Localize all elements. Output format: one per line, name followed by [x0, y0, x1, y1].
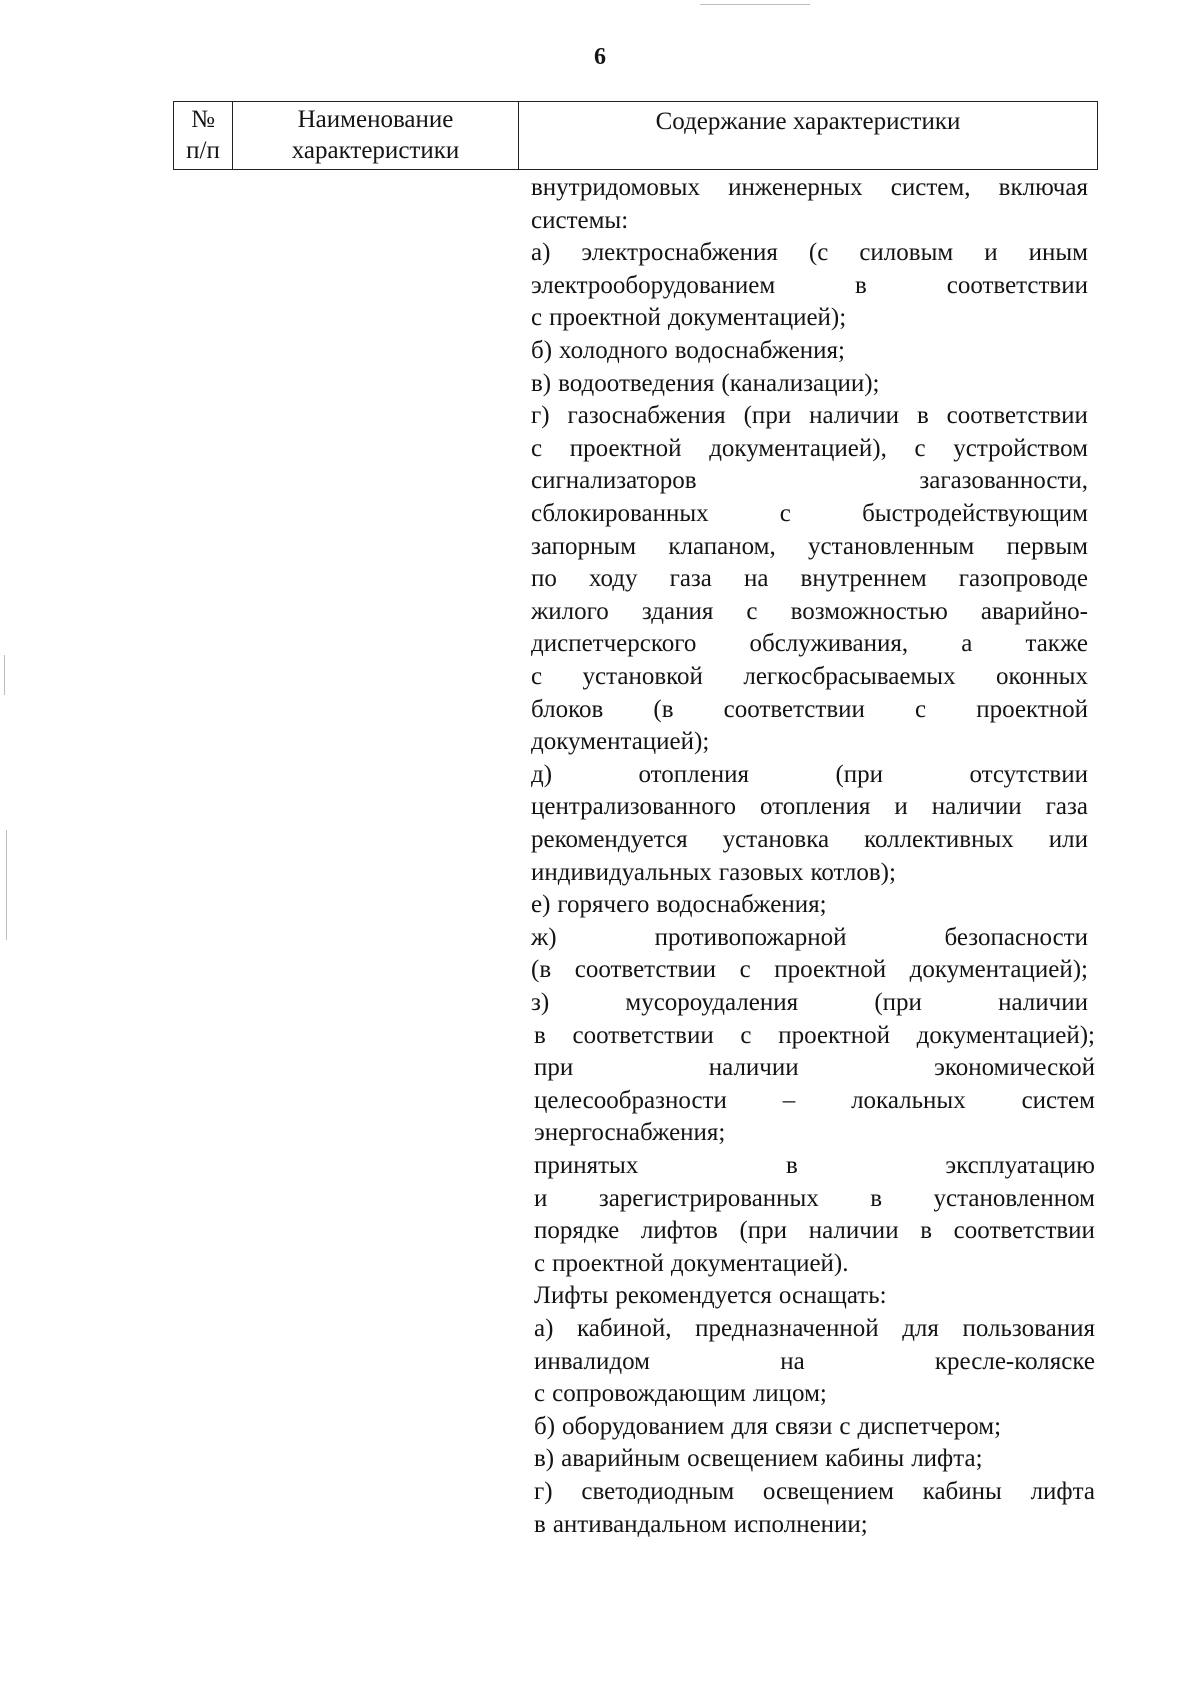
content-line: принятых в эксплуатацию	[534, 1152, 1095, 1179]
scan-artifact	[4, 655, 5, 695]
column-number-header	[174, 102, 233, 169]
content-line: внутридомовых инженерных систем, включая	[531, 174, 1088, 201]
content-line: рекомендуется установка коллективных или	[531, 826, 1088, 853]
content-line: документацией);	[531, 728, 710, 756]
column-name-header	[233, 102, 519, 169]
column-content-header-label: Содержание характеристики	[655, 108, 961, 135]
content-line: а) электроснабжения (с силовым и иным	[531, 239, 1088, 267]
content-line: системы:	[531, 206, 629, 234]
content-line: з) мусороудаления (при наличии	[531, 989, 1088, 1016]
content-line: инвалидом на кресле-коляске	[534, 1347, 1095, 1375]
content-line: по ходу газа на внутреннем газопроводе	[531, 565, 1088, 593]
content-line: г) светодиодным освещением кабины лифта	[534, 1478, 1095, 1505]
page-number: 6	[594, 44, 606, 70]
column-number-header-line-2: п/п	[186, 137, 220, 164]
column-number-header-line-1: №	[191, 106, 215, 133]
column-content-header	[519, 102, 1097, 169]
content-line: с проектной документацией);	[531, 304, 847, 332]
content-line: целесообразности – локальных систем	[534, 1086, 1095, 1114]
content-line: с проектной документацией), с устройством	[531, 434, 1088, 462]
content-line: централизованного отопления и наличии газа	[531, 793, 1088, 821]
content-line: диспетчерского обслуживания, а также	[531, 630, 1088, 658]
content-line: при наличии экономической	[534, 1054, 1095, 1082]
content-line: запорным клапаном, установленным первым	[531, 532, 1088, 560]
content-line: в) водоотведения (канализации);	[531, 369, 880, 397]
content-line: г) газоснабжения (при наличии в соответствии	[531, 402, 1088, 430]
content-line: ж) противопожарной безопасности	[531, 923, 1088, 951]
content-line: индивидуальных газовых котлов);	[531, 858, 896, 886]
content-line: Лифты рекомендуется оснащать:	[534, 1282, 887, 1310]
scan-artifact	[6, 830, 7, 940]
content-line: (в соответствии с проектной документацией);	[531, 956, 1088, 984]
content-line: д) отопления (при отсутствии	[531, 760, 1088, 788]
scan-artifact	[700, 4, 810, 5]
content-line: блоков (в соответствии с проектной	[531, 695, 1088, 723]
content-line: сигнализаторов загазованности,	[531, 467, 1088, 495]
content-line: с проектной документацией).	[534, 1249, 849, 1277]
column-name-header-line-2: характеристики	[291, 137, 460, 164]
content-line: энергоснабжения;	[534, 1119, 726, 1147]
content-line: в соответствии с проектной документацией);	[534, 1021, 1095, 1049]
content-line: и зарегистрированных в установленном	[534, 1184, 1095, 1212]
content-line: с установкой легкосбрасываемых оконных	[531, 663, 1088, 690]
content-line: электрооборудованием в соответствии	[531, 271, 1088, 299]
column-name-header-line-1: Наименование	[297, 106, 454, 133]
content-line: е) горячего водоснабжения;	[531, 891, 827, 919]
table-header	[173, 101, 1098, 170]
content-line: порядке лифтов (при наличии в соответствии	[534, 1217, 1095, 1245]
content-line: с сопровождающим лицом;	[534, 1380, 827, 1408]
content-line: б) оборудованием для связи с диспетчером;	[534, 1412, 1002, 1440]
content-line: в) аварийным освещением кабины лифта;	[534, 1445, 983, 1473]
content-line: сблокированных с быстродействующим	[531, 500, 1088, 527]
content-line: в антивандальном исполнении;	[534, 1510, 868, 1538]
content-line: б) холодного водоснабжения;	[531, 337, 845, 364]
content-line: а) кабиной, предназначенной для пользования	[534, 1315, 1095, 1342]
content-line: жилого здания с возможностью аварийно-	[531, 597, 1088, 625]
